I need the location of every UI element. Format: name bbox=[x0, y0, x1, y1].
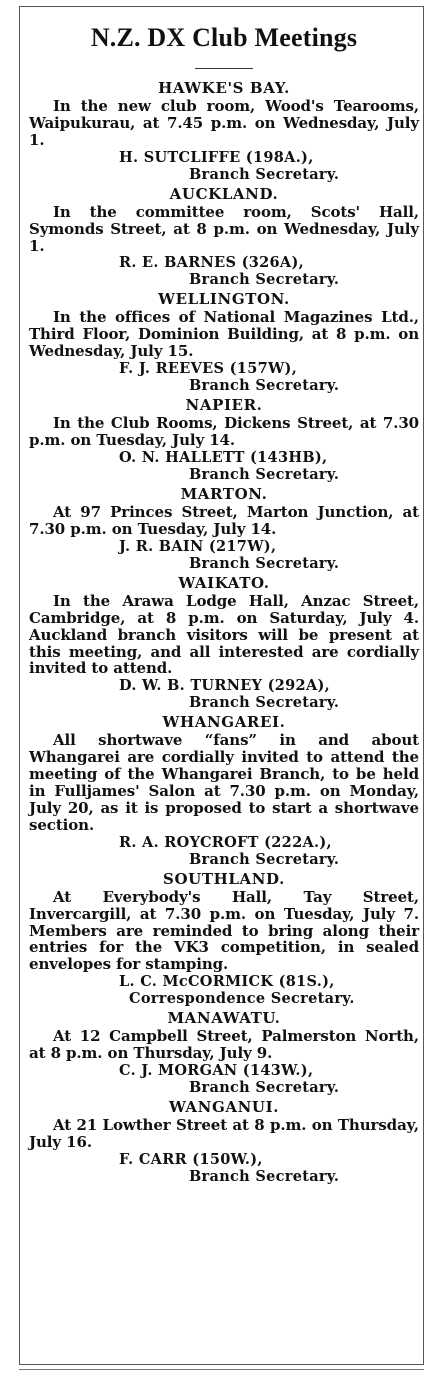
meeting-marton bbox=[29, 485, 419, 572]
meeting-details: At 12 Campbell Street, Palmerston North, at 8 p.m. on Thursday, July 9. bbox=[29, 1027, 419, 1063]
meeting-manawatu bbox=[29, 1009, 419, 1096]
secretary-name: J. R. BAIN (217W), bbox=[119, 537, 277, 555]
secretary-name: D. W. B. TURNEY (292A), bbox=[119, 677, 331, 695]
secretary-role: Branch Secretary. bbox=[189, 694, 340, 712]
secretary-role: Branch Secretary. bbox=[189, 850, 340, 868]
secretary-role: Branch Secretary. bbox=[189, 165, 340, 183]
meeting-waikato bbox=[29, 574, 419, 712]
secretary-name: R. A. ROYCROFT (222A.), bbox=[119, 833, 332, 851]
meeting-heading: MARTON. bbox=[180, 484, 268, 503]
secretary-role: Branch Secretary. bbox=[189, 271, 340, 289]
meeting-details: In the new club room, Wood's Tearooms, Waipukurau, at 7.45 p.m. on Wednesday, July 1. bbox=[29, 97, 419, 149]
meeting-details: In the offices of National Magazines Ltd., Third Floor, Dominion Building, at 8 p.m. on Wednesday, July 15. bbox=[29, 308, 419, 361]
meeting-details: In the Arawa Lodge Hall, Anzac Street, Cambridge, at 8 p.m. on Saturday, July 4. Auckland branch visitors will be present at this meeting, and all interested are cordially invited to attend. bbox=[29, 591, 419, 678]
article bbox=[29, 0, 419, 1185]
meeting-hawkes-bay bbox=[29, 79, 419, 183]
secretary-name: H. SUTCLIFFE (198A.), bbox=[119, 148, 314, 166]
meeting-heading: MANAWATU. bbox=[167, 1009, 281, 1028]
secretary-name: R. E. BARNES (326A), bbox=[119, 254, 304, 272]
secretary-name: O. N. HALLETT (143HB), bbox=[119, 448, 328, 466]
secretary-name: F. CARR (150W.), bbox=[119, 1150, 263, 1168]
meeting-napier bbox=[29, 396, 419, 483]
meeting-heading: WANGANUI. bbox=[168, 1098, 280, 1117]
secretary-name: C. J. MORGAN (143W.), bbox=[119, 1062, 314, 1080]
secretary-role: Branch Secretary. bbox=[189, 377, 340, 395]
secretary-role: Branch Secretary. bbox=[189, 1167, 340, 1185]
meeting-details: In the committee room, Scots' Hall, Symonds Street, at 8 p.m. on Wednesday, July 1. bbox=[29, 202, 419, 255]
meeting-details: At Everybody's Hall, Tay Street, Invercargill, at 7.30 p.m. on Tuesday, July 7. Members are reminded to bring along their entries for the VK3 competition, in sealed envelopes for stamping. bbox=[29, 887, 419, 974]
meeting-wanganui bbox=[29, 1098, 419, 1185]
meeting-heading: WHANGAREI. bbox=[162, 713, 286, 732]
secretary-role: Correspondence Secretary. bbox=[129, 990, 355, 1008]
secretary-role: Branch Secretary. bbox=[189, 465, 340, 483]
meeting-southland bbox=[29, 870, 419, 1008]
title-rule bbox=[195, 68, 253, 69]
secretary-role: Branch Secretary. bbox=[189, 554, 340, 572]
meeting-heading: WELLINGTON. bbox=[158, 290, 290, 309]
meeting-heading: NAPIER. bbox=[185, 396, 263, 415]
meeting-details: At 21 Lowther Street at 8 p.m. on Thursday, July 16. bbox=[29, 1116, 419, 1151]
meeting-details: All shortwave “fans” in and about Whangarei are cordially invited to attend the meeting of the Whangarei Branch, to be held in Fulljames' Salon at 7.30 p.m. on Monday, July 20, as it is proposed to start a shortwave section. bbox=[29, 731, 419, 834]
meeting-heading: AUCKLAND. bbox=[169, 184, 279, 203]
meeting-wellington bbox=[29, 290, 419, 394]
secretary-name: L. C. McCORMICK (81S.), bbox=[119, 973, 335, 991]
meeting-details: At 97 Princes Street, Marton Junction, at 7.30 p.m. on Tuesday, July 14. bbox=[29, 502, 419, 538]
article-title: N.Z. DX Club Meetings bbox=[90, 23, 358, 52]
meeting-heading: HAWKE'S BAY. bbox=[158, 79, 290, 97]
meeting-heading: SOUTHLAND. bbox=[163, 869, 285, 888]
secretary-name: F. J. REEVES (157W), bbox=[119, 360, 298, 378]
meeting-whangarei bbox=[29, 713, 419, 867]
column-bottom-rule bbox=[19, 1369, 424, 1370]
meeting-heading: WAIKATO. bbox=[178, 573, 270, 592]
meeting-auckland bbox=[29, 185, 419, 289]
secretary-role: Branch Secretary. bbox=[189, 1079, 340, 1097]
meeting-details: In the Club Rooms, Dickens Street, at 7.30 p.m. on Tuesday, July 14. bbox=[29, 414, 419, 450]
